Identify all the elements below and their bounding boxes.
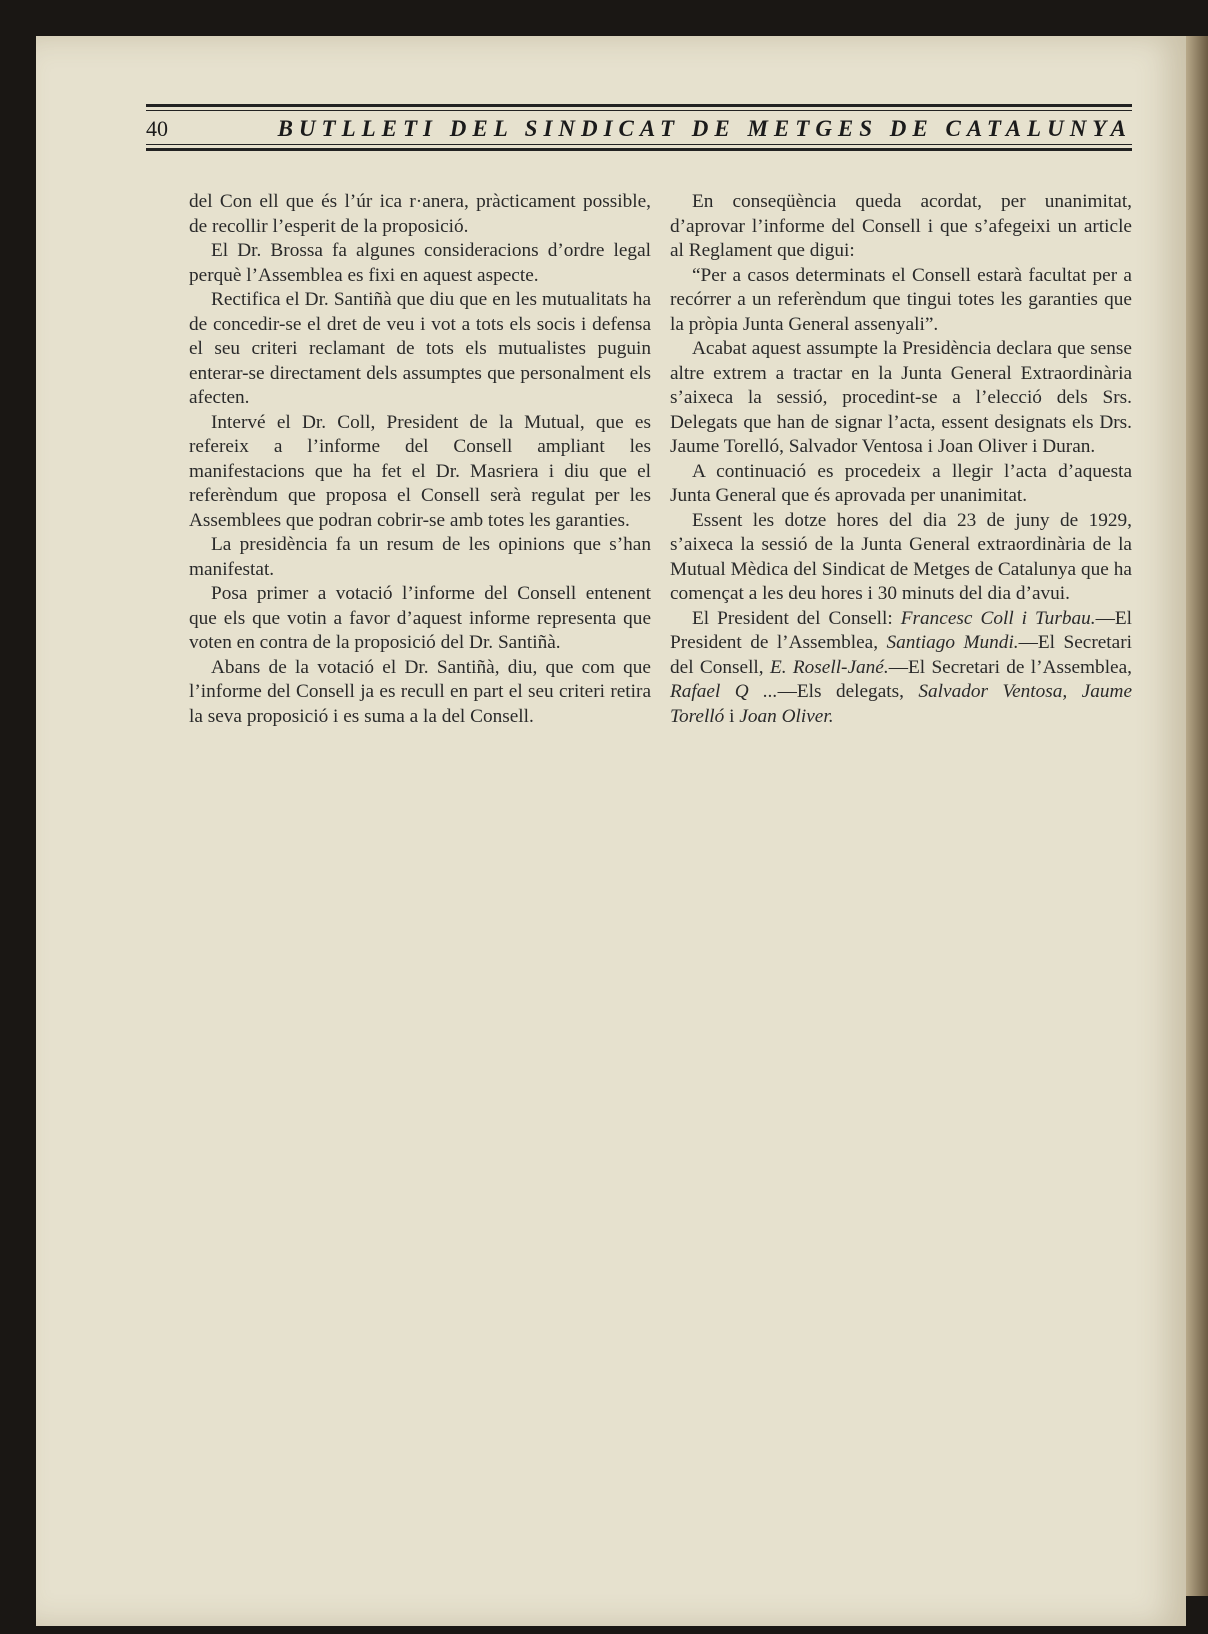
signature-lead: —Els delegats, bbox=[777, 681, 919, 702]
signatures-paragraph bbox=[670, 607, 1132, 730]
signature-name: Joan Oliver. bbox=[739, 705, 834, 727]
signature-name: Salvador Ventosa, Jaume Torelló bbox=[670, 681, 1133, 727]
paragraph: El Dr. Brossa fa algunes consideracions d’ordre legal perquè l’Assemblea es fixi en aquest aspecte. bbox=[189, 240, 651, 286]
paragraph: En conseqüència queda acordat, per unanimitat, d’aprovar l’informe del Consell i que s’afegeixi un article al Reglament que digui: bbox=[670, 191, 1132, 261]
paragraph: Posa primer a votació l’informe del Consell entenent que els que votin a favor d’aquest informe representa que voten en contra de la proposició del Dr. Santiñà. bbox=[189, 583, 651, 653]
left-column bbox=[189, 190, 651, 729]
paragraph: Acabat aquest assumpte la Presidència declara que sense altre extrem a tractar en la Junta General Extraordinària s’aixeca la sessió, procedint-se a l’elecció dels Srs. Delegats que han de signar l’acta, essent designats els Drs. Jaume Torelló, Salvador Ventosa i Joan Oliver i Duran. bbox=[670, 338, 1132, 457]
page-number: 40 bbox=[146, 116, 168, 141]
signature-lead: El President del Consell: bbox=[692, 607, 901, 629]
running-title: BUTLLETI DEL SINDICAT DE METGES DE CATALUNYA bbox=[277, 116, 1132, 141]
paragraph: Intervé el Dr. Coll, President de la Mutual, que es refereix a l’informe del Consell ampliant les manifestacions que ha fet el Dr. Masriera i diu que el referèndum que proposa el Consell serà regulat per les Assemblees que podran cobrir-se amb totes les garanties. bbox=[189, 411, 651, 531]
signature-name: Santiago Mundi. bbox=[886, 632, 1019, 653]
page-edge bbox=[1186, 36, 1208, 1596]
signature-lead: —El Secretari de l’Assemblea, bbox=[888, 656, 1132, 678]
running-header bbox=[146, 104, 1132, 162]
header-rule-bottom bbox=[146, 148, 1132, 151]
paragraph: La presidència fa un resum de les opinions que s’han manifestat. bbox=[189, 534, 651, 580]
header-text-row bbox=[146, 116, 1132, 142]
signature-name: Francesc Coll i Turbau. bbox=[900, 607, 1096, 629]
paragraph: del Con ell que és l’úr ica r·anera, pràcticament possible, de recollir l’esperit de la proposició. bbox=[189, 191, 651, 237]
paragraph: A continuació es procedeix a llegir l’acta d’aquesta Junta General que és aprovada per unanimitat. bbox=[670, 460, 1132, 506]
signature-join: i bbox=[724, 705, 740, 727]
header-rule-top bbox=[146, 104, 1132, 107]
right-column bbox=[670, 190, 1132, 729]
paragraph: “Per a casos determinats el Consell estarà facultat per a recórrer a un referèndum que tingui totes les garanties que la pròpia Junta General assenyali”. bbox=[670, 264, 1132, 335]
paragraph: Rectifica el Dr. Santiñà que diu que en les mutualitats ha de concedir-se el dret de veu i vot a tots els socis i defensa el seu criteri reclamant de tots els mutualistes puguin enterar-se directament dels assumptes que personalment els afecten. bbox=[189, 289, 651, 408]
header-rule-bottom-thin bbox=[146, 144, 1132, 145]
signature-lead: —El President de l’Assemblea, bbox=[670, 607, 1132, 653]
paragraph: Essent les dotze hores del dia 23 de juny de 1929, s’aixeca la sessió de la Junta General extraordinària de la Mutual Mèdica del Sindicat de Metges de Catalunya que ha començat a les deu hores i 30 minuts del dia d’avui. bbox=[670, 509, 1132, 604]
signature-lead: —El Secretari del Consell, bbox=[670, 632, 1132, 678]
signature-name: Rafael Q ... bbox=[670, 681, 778, 702]
paragraph: Abans de la votació el Dr. Santiñà, diu, que com que l’informe del Consell ja es recull en part el seu criteri retira la seva proposició i es suma a la del Consell. bbox=[189, 656, 651, 727]
signature-name: E. Rosell-Jané. bbox=[769, 656, 889, 678]
header-rule-top-thin bbox=[146, 110, 1132, 111]
